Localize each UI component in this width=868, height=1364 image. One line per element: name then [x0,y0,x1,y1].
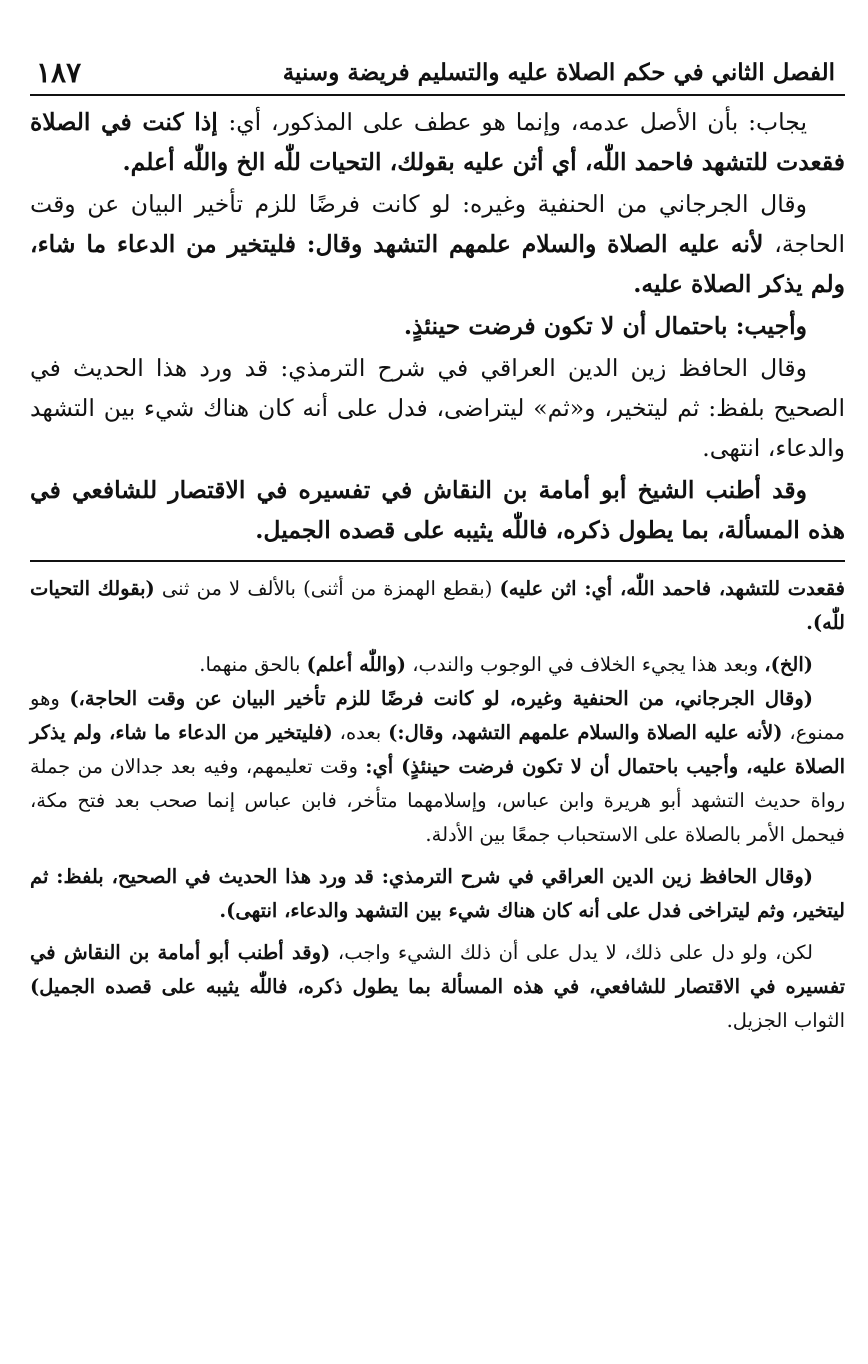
main-text-run: وقال الجرجاني من الحنفية وغيره: لو كانت فرضًا للزم تأخير البيان عن وقت الحاجة، [30,190,845,258]
main-text-bold-run: لأنه عليه الصلاة والسلام علمهم التشهد وقال: فليتخير من الدعاء ما شاء، ولم يذكر الصلاة عليه. [30,230,845,298]
commentary-paragraph [30,648,845,682]
commentary-text: الثواب الجزيل. [726,1009,845,1032]
commentary-text: بالحق منهما. [199,653,307,676]
quoted-text: (بقولك التحيات للّٰه). [30,577,845,634]
quoted-text: فقعدت للتشهد، فاحمد اللّٰه، أي: اثن عليه) [499,577,845,600]
main-paragraph [30,184,845,304]
commentary [30,572,845,1038]
quoted-text: (وقد أطنب أبو أمامة بن النقاش في تفسيره في الاقتصار للشافعي، في هذه المسألة بما يطول ذكره، فاللّٰه يثيبه على قصده الجميل) [30,941,845,998]
main-paragraph [30,470,845,550]
commentary-text: وبعد هذا يجيء الخلاف في الوجوب والندب، [406,653,765,676]
page-number: ١٨٧ [36,56,82,89]
main-paragraph [30,306,845,346]
commentary-paragraph [30,572,845,640]
main-text-run: وأجيب: باحتمال أن لا تكون فرضت حينئذٍ. [403,312,807,340]
main-paragraph [30,348,845,468]
commentary-text: وقت تعليمهم، وفيه بعد جدالان من جملة رواة حديث التشهد أبو هريرة وابن عباس، وإسلامهما متأخر، فابن عباس إنما صحب بعد فتح مكة، فيحمل الأمر بالصلاة على الاستحباب جمعًا بين الأدلة. [30,755,845,846]
main-text-run: وقال الحافظ زين الدين العراقي في شرح الترمذي: قد ورد هذا الحديث في الصحيح بلفظ: ثم ليتخير، و«ثم» ليتراضى، فدل على أنه كان هناك شيء بين التشهد والدعاء، انتهى. [30,354,845,462]
book-page [30,40,845,1340]
commentary-text: (بقطع الهمزة من أثنى) بالألف لا من ثنى [154,577,500,600]
commentary-text: وهو ممنوع، [30,687,846,744]
commentary-paragraph [30,860,845,928]
quoted-text: (فليتخير من الدعاء ما شاء، ولم يذكر الصلاة عليه، وأجيب باحتمال أن لا تكون فرضت حينئذٍ) أي: [30,721,845,778]
commentary-paragraph [30,936,845,1038]
commentary-paragraph [30,682,845,852]
main-paragraph [30,102,845,182]
quoted-text: (وقال الجرجاني، من الحنفية وغيره، لو كانت فرضًا للزم تأخير البيان عن وقت الحاجة،) [69,687,813,710]
main-text-run: يجاب: بأن الأصل عدمه، وإنما هو عطف على المذكور، أي: [228,108,807,136]
running-head: الفصل الثاني في حكم الصلاة عليه والتسليم فريضة وسنية [282,59,835,86]
main-text [30,102,845,550]
quoted-text: (لأنه عليه الصلاة والسلام علمهم التشهد، وقال:) [388,721,783,744]
main-text-bold-run: إذا كنت في الصلاة فقعدت للتشهد فاحمد اللّٰه، أي أثن عليه بقولك، التحيات للّٰه الخ واللّٰه أعلم. [30,108,845,176]
commentary-text: لكن، ولو دل على ذلك، لا يدل على أن ذلك الشيء واجب، [330,941,813,964]
commentary-divider [30,560,845,562]
page-header [30,40,845,88]
quoted-text: (الخ)، [764,653,813,676]
header-rule [30,94,845,96]
quoted-text: (وقال الحافظ زين الدين العراقي في شرح الترمذي: قد ورد هذا الحديث في الصحيح، بلفظ: ثم ليتخير، وثم ليتراخى فدل على أنه كان هناك شيء بين التشهد والدعاء، انتهى). [30,865,845,922]
quoted-text: (واللّٰه أعلم) [306,653,406,676]
commentary-text: بعده، [332,721,389,744]
main-text-run: وقد أطنب الشيخ أبو أمامة بن النقاش في تفسيره في الاقتصار للشافعي في هذه المسألة، بما يطول ذكره، فاللّٰه يثيبه على قصده الجميل. [30,476,845,544]
